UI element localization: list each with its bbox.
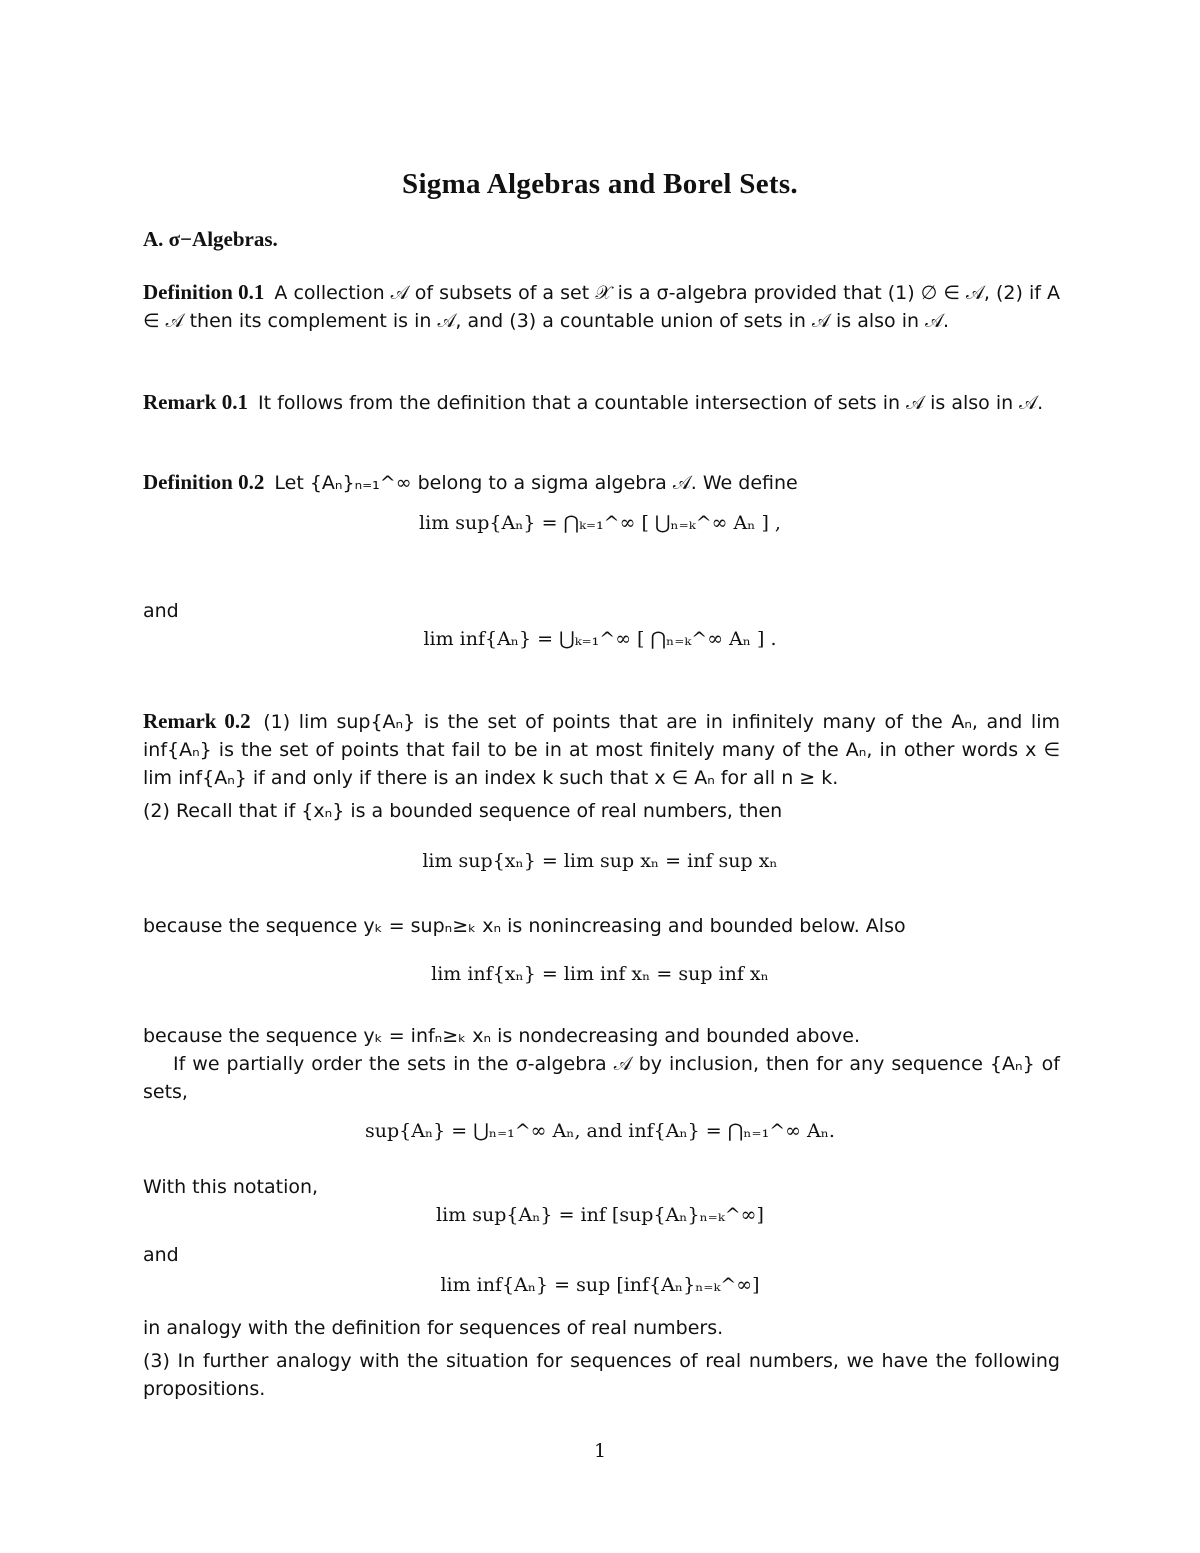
sentence-analogy: in analogy with the definition for sequences of real numbers. [143,1317,724,1339]
remark-0-1 [143,388,1060,417]
equation-limsup-definition [0,512,1200,534]
remark-0-2-part-2: (2) Recall that if {xₙ} is a bounded sequence of real numbers, then [143,800,783,822]
equation-liminf-order: lim inf{Aₙ} = sup [inf{Aₙ}ₙ₌ₖ^∞] [440,1274,760,1296]
definition-label: Definition 0.1 [143,280,265,304]
sentence-because-nonincreasing: because the sequence yₖ = supₙ≥ₖ xₙ is nonincreasing and bounded below. Also [143,915,906,937]
remark-label: Remark 0.2 [143,709,251,733]
paragraph-partial-order: If we partially order the sets in the σ-algebra 𝒜 by inclusion, then for any sequence {Aₙ} of sets, [143,1053,1060,1103]
sentence-with-notation: With this notation, [143,1176,319,1198]
equation-text: lim inf{Aₙ} = ⋃ₖ₌₁^∞ [ ⋂ₙ₌ₖ^∞ Aₙ ] . [423,628,777,650]
connector-and: and [143,600,179,622]
equation-limsup-order: lim sup{Aₙ} = inf [sup{Aₙ}ₙ₌ₖ^∞] [436,1204,764,1226]
definition-0-1 [143,278,1060,335]
remark-0-2-part-3: (3) In further analogy with the situation for sequences of real numbers, we have the following propositions. [143,1350,1060,1400]
remark-label: Remark 0.1 [143,390,248,414]
equation-text: lim sup{Aₙ} = ⋂ₖ₌₁^∞ [ ⋃ₙ₌ₖ^∞ Aₙ ] , [419,512,781,534]
remark-0-2 [143,707,1060,792]
remark-text: It follows from the definition that a countable intersection of sets in 𝒜 is also in 𝒜. [258,392,1044,414]
definition-label: Definition 0.2 [143,470,265,494]
connector-and-2: and [143,1244,179,1266]
equation-limsup-real: lim sup{xₙ} = lim sup xₙ = inf sup xₙ [422,850,778,872]
definition-text: A collection 𝒜 of subsets of a set 𝒳 is a σ-algebra provided that (1) ∅ ∈ 𝒜, (2) if A ∈ 𝒜 then its complement is in 𝒜, and (3) a countable union of sets in 𝒜 is also in 𝒜. [143,282,1060,332]
remark-text: (1) lim sup{Aₙ} is the set of points that are in infinitely many of the Aₙ, and lim inf{Aₙ} is the set of points that fail to be in at most finitely many of the Aₙ, in other words x ∈ lim inf{Aₙ} if and only if there is an index k such that x ∈ Aₙ for all n ≥ k. [143,711,1061,789]
equation-sup-inf-sets: sup{Aₙ} = ⋃ₙ₌₁^∞ Aₙ, and inf{Aₙ} = ⋂ₙ₌₁^∞ Aₙ. [365,1120,835,1142]
sentence-because-nondecreasing: because the sequence yₖ = infₙ≥ₖ xₙ is nondecreasing and bounded above. [143,1025,861,1047]
definition-text: Let {Aₙ}ₙ₌₁^∞ belong to a sigma algebra 𝒜. We define [274,472,798,494]
definition-0-2 [143,468,1060,497]
equation-liminf-definition [0,628,1200,650]
page-title: Sigma Algebras and Borel Sets. [402,168,798,200]
equation-liminf-real: lim inf{xₙ} = lim inf xₙ = sup inf xₙ [431,963,769,985]
page-number: 1 [593,1440,607,1462]
section-heading-a: A. σ−Algebras. [143,227,278,251]
